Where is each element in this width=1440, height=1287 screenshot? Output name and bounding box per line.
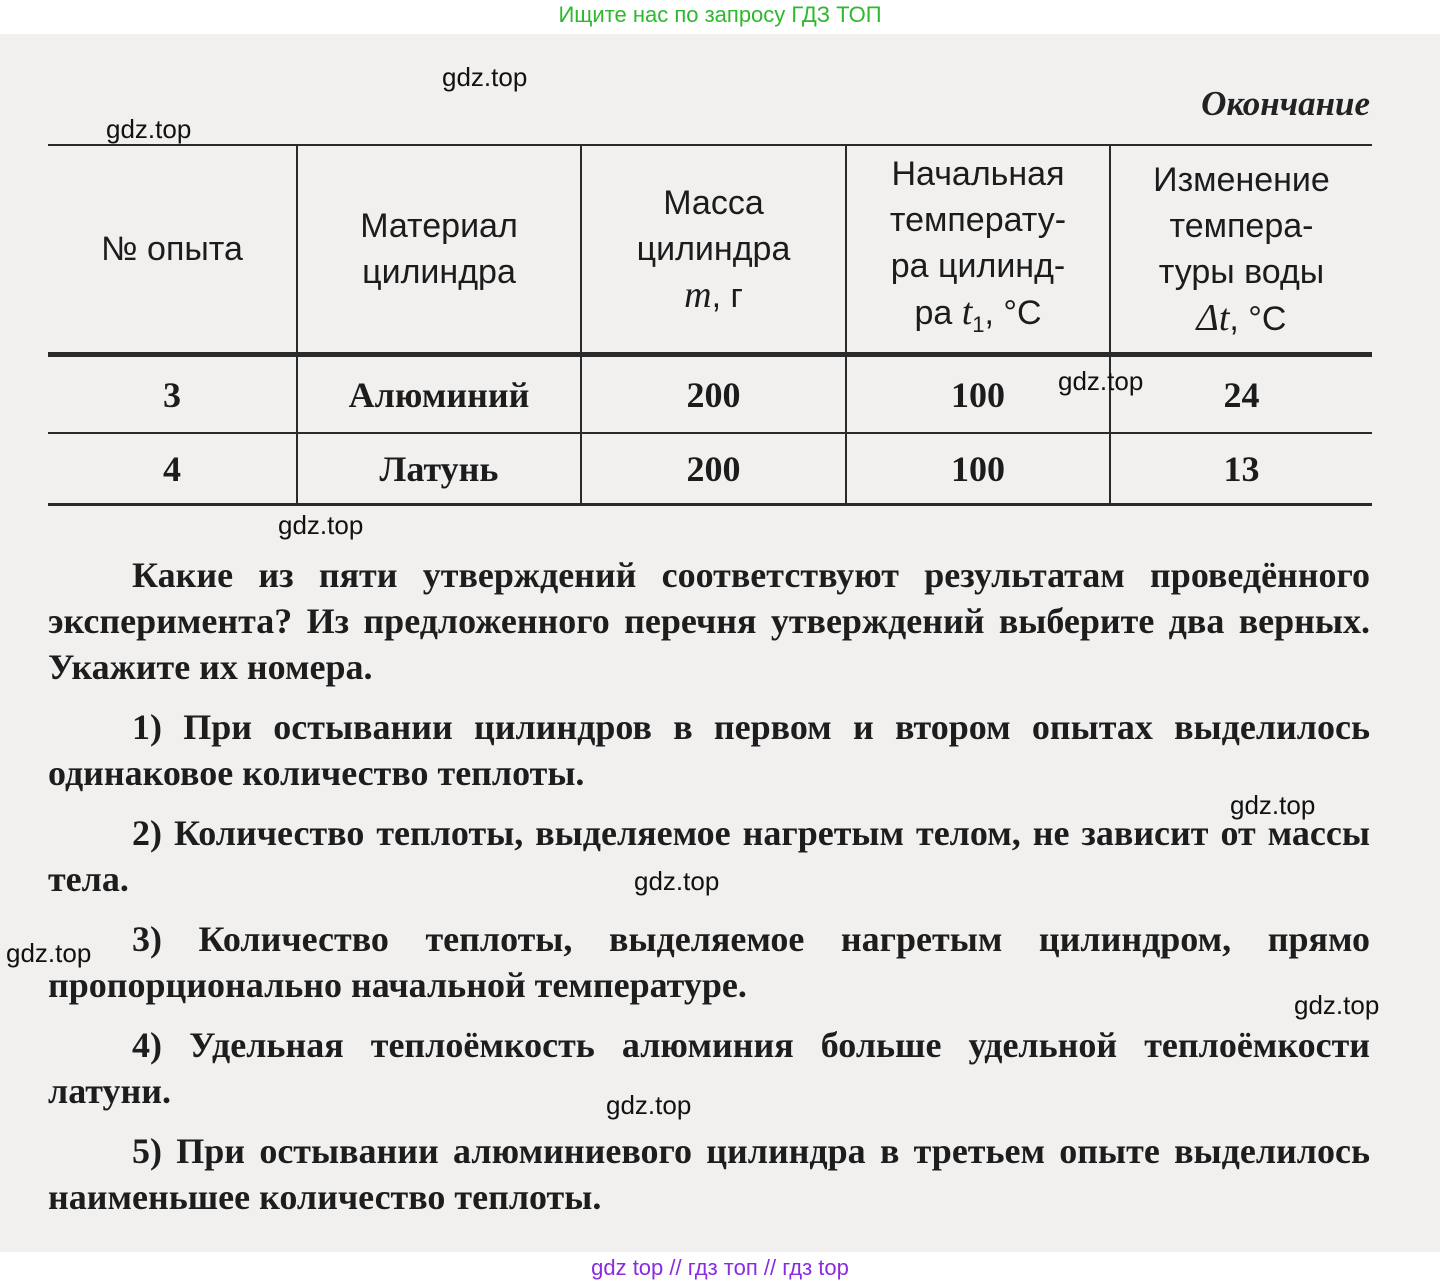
watermark: gdz.top	[6, 938, 92, 968]
watermark: gdz.top	[442, 62, 528, 92]
table-row: 100	[951, 448, 1005, 489]
header-water-temperature-change: Изменение темпера- туры воды Δt, °C	[1153, 160, 1330, 339]
table-row: 24	[1223, 374, 1260, 415]
table-row: 100	[951, 374, 1005, 415]
header-initial-temperature: Начальная температу- ра цилинд- ра $t_1$, °C	[889, 154, 1067, 337]
table-row: 200	[686, 448, 741, 489]
statement-3: 3) Количество теплоты, выделяемое нагретым цилиндром, прямо пропорционально начальной температуре.	[48, 919, 1370, 1005]
watermark: gdz.top	[1230, 790, 1316, 820]
watermark: gdz.top	[606, 1090, 692, 1120]
header-cylinder-mass: Масса цилиндра m, г	[636, 183, 791, 316]
statement-1: 1) При остывании цилиндров в первом и втором опытах выделилось одинаковое количество теплоты.	[48, 707, 1370, 793]
table-row: 4	[163, 448, 181, 489]
watermark: gdz.top	[1294, 990, 1380, 1020]
watermark: gdz.top	[1058, 366, 1144, 396]
header-cylinder-material: Материал цилиндра	[360, 207, 518, 291]
table-caption: Окончание	[1201, 84, 1370, 123]
table-row: Латунь	[379, 448, 499, 489]
watermark: gdz.top	[278, 510, 364, 540]
bottom-banner: gdz top // гдз топ // гдз top	[591, 1255, 849, 1280]
question-text: Какие из пяти утверждений соответствуют результатам проведённого эксперимента? Из предложенного перечня утверждений выберите два верных. Укажите их номера.	[48, 555, 1370, 687]
statement-5: 5) При остывании алюминиевого цилиндра в третьем опыте выделилось наименьшее количество теплоты.	[48, 1131, 1370, 1217]
table-row: 13	[1223, 448, 1260, 489]
statement-4: 4) Удельная теплоёмкость алюминия больше удельной теплоёмкости латуни.	[48, 1025, 1370, 1111]
experiment-table	[48, 144, 1372, 506]
table-row: Алюминий	[348, 374, 530, 415]
table-row: 200	[686, 374, 741, 415]
statement-2: 2) Количество теплоты, выделяемое нагретым телом, не зависит от массы тела.	[48, 813, 1370, 899]
watermark: gdz.top	[634, 866, 720, 896]
header-experiment-number: № опыта	[101, 230, 243, 268]
table-row: 3	[163, 374, 181, 415]
watermark: gdz.top	[106, 114, 192, 144]
top-banner: Ищите нас по запросу ГДЗ ТОП	[558, 2, 882, 27]
